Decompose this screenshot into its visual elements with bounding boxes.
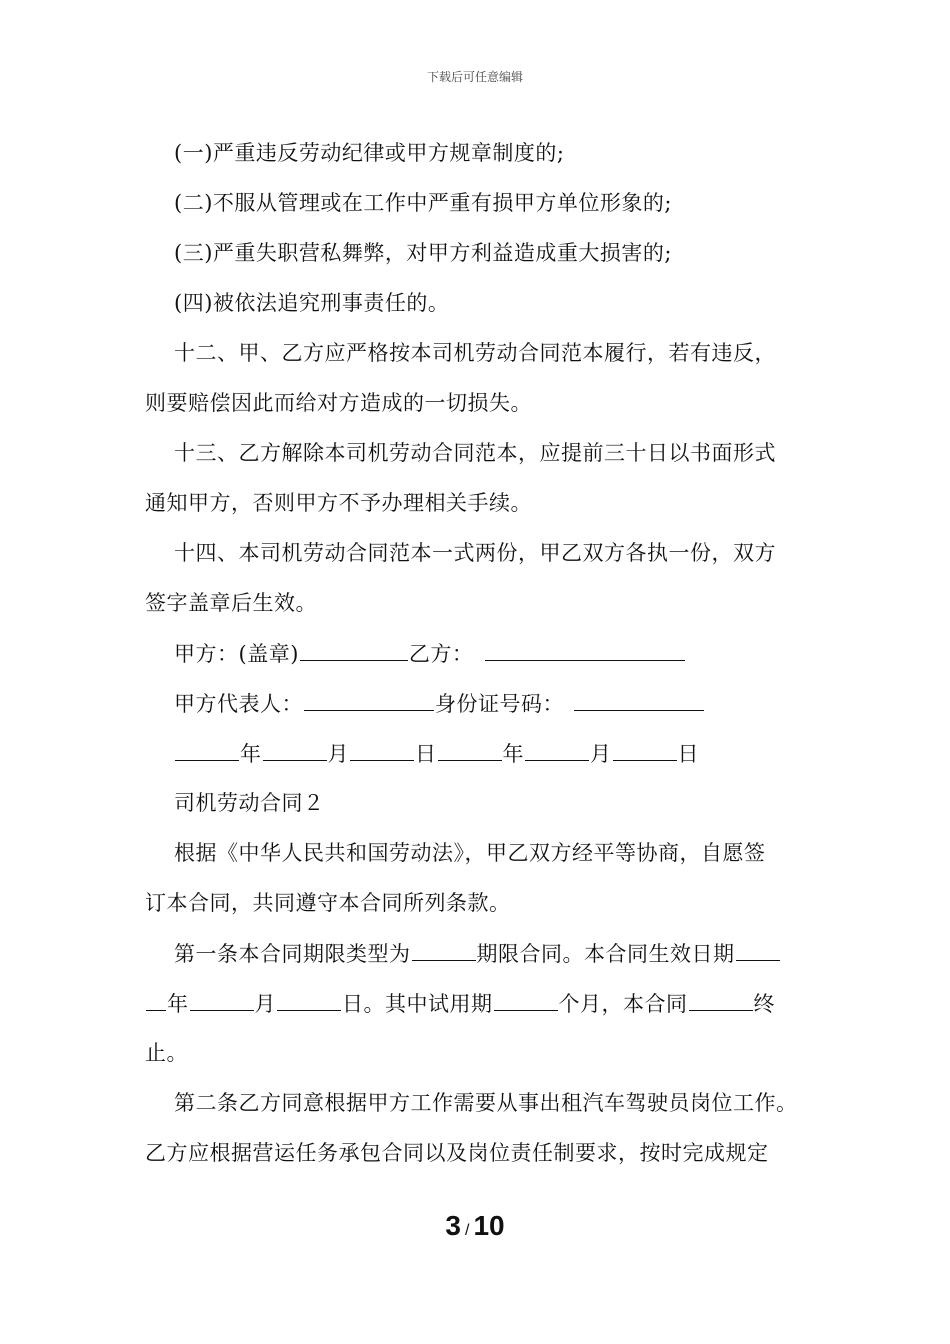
id-number-blank[interactable] [574, 690, 704, 711]
effective-year-label: 年 [167, 992, 189, 1016]
date-a-day-label: 日 [415, 742, 437, 766]
article-1-line-3: 止。 [145, 1041, 188, 1065]
date-a-year-blank[interactable] [175, 740, 239, 761]
end-label: 终 [753, 992, 775, 1016]
date-b-day-label: 日 [677, 742, 699, 766]
date-a-month-label: 月 [327, 742, 349, 766]
date-a-month-blank[interactable] [263, 740, 327, 761]
page-separator: / [464, 1222, 470, 1239]
article-1-effective-label: 期限合同。本合同生效日期 [476, 942, 735, 966]
article-2-line-1: 第二条乙方同意根据甲方工作需要从事出租汽车驾驶员岗位工作。 [174, 1091, 798, 1115]
signature-line-parties [174, 640, 686, 667]
id-number-label: 身份证号码： [435, 692, 564, 716]
party-a-seal-label: 甲方：(盖章) [174, 642, 299, 666]
clause-item-2: (二)不服从管理或在工作中严重有损甲方单位形象的; [174, 191, 672, 215]
contract-end-label: 个月，本合同 [558, 992, 688, 1016]
date-b-year-blank[interactable] [438, 740, 502, 761]
party-a-representative-blank[interactable] [304, 690, 434, 711]
article-1-line-2 [145, 990, 775, 1017]
total-page-count: 10 [473, 1210, 505, 1241]
page-number [0, 1210, 950, 1242]
clause-12-line-2: 则要赔偿因此而给对方造成的一切损失。 [145, 391, 532, 415]
clause-12-line-1: 十二、甲、乙方应严格按本司机劳动合同范本履行，若有违反， [174, 341, 776, 365]
party-a-seal-blank[interactable] [300, 640, 408, 661]
effective-month-label: 月 [254, 992, 276, 1016]
signature-date-line [174, 740, 699, 767]
clause-14-line-2: 签字盖章后生效。 [145, 591, 317, 615]
clause-item-1: (一)严重违反劳动纪律或甲方规章制度的; [174, 141, 565, 165]
clause-13-line-2: 通知甲方，否则甲方不予办理相关手续。 [145, 491, 532, 515]
probation-label: 日。其中试用期 [342, 992, 493, 1016]
preamble-line-2: 订本合同，共同遵守本合同所列条款。 [145, 891, 511, 915]
article-1-term-label: 第一条本合同期限类型为 [174, 942, 411, 966]
effective-month-blank[interactable] [190, 990, 254, 1011]
preamble-line-1: 根据《中华人民共和国劳动法》，甲乙双方经平等协商，自愿签 [174, 841, 766, 865]
date-b-month-blank[interactable] [525, 740, 589, 761]
article-2-line-2: 乙方应根据营运任务承包合同以及岗位责任制要求，按时完成规定 [145, 1141, 769, 1165]
page-header: 下载后可任意编辑 [426, 70, 523, 84]
effective-date-blank-start[interactable] [736, 940, 780, 961]
clause-13-line-1: 十三、乙方解除本司机劳动合同范本，应提前三十日以书面形式 [174, 441, 776, 465]
effective-day-blank[interactable] [277, 990, 341, 1011]
date-a-day-blank[interactable] [350, 740, 414, 761]
party-b-blank[interactable] [485, 640, 685, 661]
date-a-year-label: 年 [240, 742, 262, 766]
contract-end-blank[interactable] [689, 990, 753, 1011]
date-b-year-label: 年 [502, 742, 524, 766]
date-b-month-label: 月 [590, 742, 612, 766]
clause-item-3: (三)严重失职营私舞弊，对甲方利益造成重大损害的; [174, 241, 672, 265]
party-a-representative-label: 甲方代表人： [174, 692, 303, 716]
article-1-line-1 [174, 940, 781, 967]
signature-line-representative [174, 690, 705, 717]
probation-months-blank[interactable] [494, 990, 558, 1011]
clause-item-4: (四)被依法追究刑事责任的。 [174, 291, 450, 315]
section-title: 司机劳动合同２ [174, 791, 325, 815]
current-page-number: 3 [445, 1210, 461, 1241]
party-b-label: 乙方： [408, 642, 474, 666]
date-b-day-blank[interactable] [613, 740, 677, 761]
term-type-blank[interactable] [412, 940, 476, 961]
clause-14-line-1: 十四、本司机劳动合同范本一式两份，甲乙双方各执一份，双方 [174, 541, 776, 565]
effective-year-blank[interactable] [146, 990, 166, 1011]
